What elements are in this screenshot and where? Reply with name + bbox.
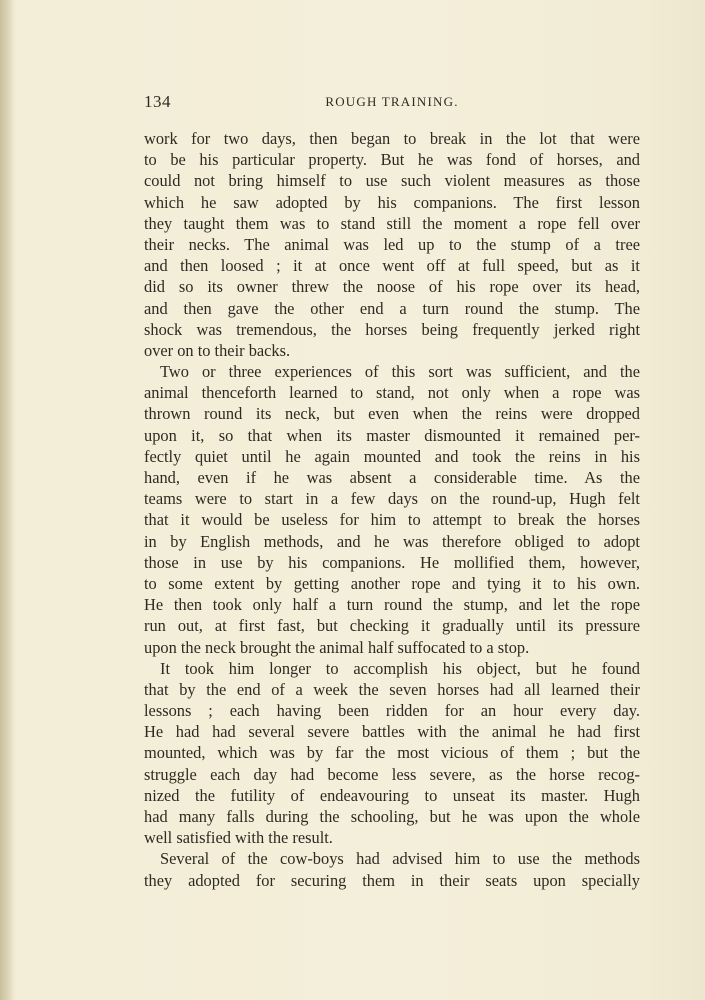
text-line: that by the end of a week the seven horses had all learned their bbox=[144, 679, 640, 699]
text-line: they taught them was to stand still the moment a rope fell over bbox=[144, 213, 640, 233]
paragraph-end-line: well satisfied with the result. bbox=[144, 828, 333, 848]
paragraph-start-line: Two or three experiences of this sort was sufficient, and the bbox=[160, 362, 640, 382]
paragraph-start-line: It took him longer to accomplish his object, but he found bbox=[160, 658, 640, 678]
text-line: nized the futility of endeavouring to unseat its master. Hugh bbox=[144, 785, 640, 805]
text-line: those in use by his companions. He mollified them, however, bbox=[144, 552, 640, 572]
text-line: that it would be useless for him to attempt to break the horses bbox=[144, 510, 640, 530]
text-line: had many falls during the schooling, but he was upon the whole bbox=[144, 807, 640, 826]
text-line: animal thenceforth learned to stand, not only when a rope was bbox=[144, 383, 640, 403]
text-line: hand, even if he was absent a considerable time. As the bbox=[144, 468, 640, 487]
page-binding-edge bbox=[0, 0, 14, 1000]
text-line: their necks. The animal was led up to the stump of a tree bbox=[144, 234, 640, 254]
text-line: He then took only half a turn round the stump, and let the rope bbox=[144, 595, 640, 615]
running-head: ROUGH TRAINING. bbox=[325, 94, 459, 109]
text-line: in by English methods, and he was therefore obliged to adopt bbox=[144, 531, 640, 551]
text-line: run out, at first fast, but checking it gradually until its pressure bbox=[144, 616, 640, 636]
text-line: struggle each day had become less severe, as the horse recog- bbox=[144, 764, 640, 784]
text-line: thrown round its neck, but even when the reins were dropped bbox=[144, 404, 640, 424]
text-line: could not bring himself to use such violent measures as those bbox=[144, 171, 640, 191]
text-line: fectly quiet until he again mounted and took the reins in his bbox=[144, 446, 640, 466]
text-line: did so its owner threw the noose of his rope over its head, bbox=[144, 277, 640, 297]
text-line: mounted, which was by far the most vicious of them ; but the bbox=[144, 743, 640, 763]
page-edge-shading bbox=[645, 0, 705, 1000]
text-line: work for two days, then began to break in the lot that were bbox=[144, 129, 640, 148]
page-header bbox=[144, 92, 640, 114]
text-line: shock was tremendous, the horses being frequently jerked right bbox=[144, 319, 640, 339]
text-line: and then gave the other end a turn round the stump. The bbox=[144, 298, 640, 318]
paragraph-end-line: upon the neck brought the animal half suffocated to a stop. bbox=[144, 637, 530, 657]
paragraph-start-line: Several of the cow-boys had advised him to use the methods bbox=[160, 849, 640, 869]
paragraph-end-line: over on to their backs. bbox=[144, 340, 291, 360]
text-line: and then loosed ; it at once went off at full speed, but as it bbox=[144, 256, 640, 276]
page-number: 134 bbox=[144, 92, 171, 111]
text-line: upon it, so that when its master dismounted it remained per- bbox=[144, 425, 640, 445]
body-text bbox=[144, 128, 640, 891]
text-line: which he saw adopted by his companions. The first lesson bbox=[144, 192, 640, 212]
text-line: to some extent by getting another rope and tying it to his own. bbox=[144, 573, 640, 593]
text-line: lessons ; each having been ridden for an hour every day. bbox=[144, 701, 640, 721]
text-line: to be his particular property. But he was fond of horses, and bbox=[144, 150, 640, 170]
text-line: teams were to start in a few days on the round-up, Hugh felt bbox=[144, 489, 640, 509]
text-line: He had had several severe battles with the animal he had first bbox=[144, 722, 640, 742]
text-line: they adopted for securing them in their seats upon specially bbox=[144, 870, 640, 890]
